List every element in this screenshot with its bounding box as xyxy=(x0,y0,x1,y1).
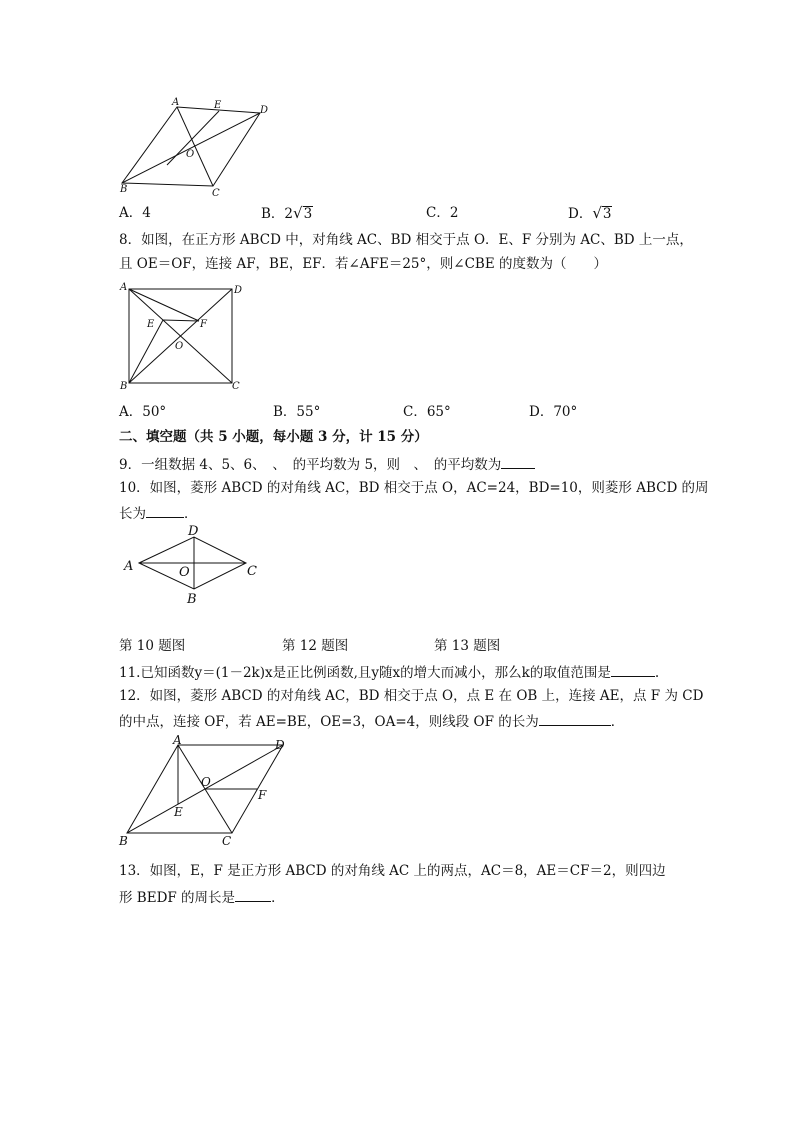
q10-label-d: D xyxy=(188,524,199,539)
q8-segment-af xyxy=(129,289,199,321)
q9-answer-blank[interactable] xyxy=(501,454,535,469)
q12-line-2 xyxy=(119,711,624,731)
q12-line-2-end: ． xyxy=(610,714,625,730)
q8-figure xyxy=(114,280,244,395)
q13-line-2-end: ． xyxy=(271,890,285,906)
q7-option-d-radicand: 3 xyxy=(602,206,612,222)
q12-label-b: B xyxy=(119,834,128,848)
q8-line-2: 且 OE＝OF，连接 AF，BE，EF．若∠AFE＝25°，则∠CBE 的度数为（ ） xyxy=(119,256,607,272)
q7-parallelogram xyxy=(122,107,260,186)
q8-option-a: A．50° xyxy=(119,404,167,420)
q7-option-d: D．√3 xyxy=(568,204,612,222)
q11-text xyxy=(119,662,659,682)
q12-label-a: A xyxy=(173,735,182,747)
caption-fig-10: 第 10 题图 xyxy=(119,638,186,654)
q8-segment-be xyxy=(129,320,163,383)
q8-label-b: B xyxy=(120,381,128,392)
section-2-heading: 二、填空题（共 5 小题，每小题 3 分，计 15 分） xyxy=(119,429,428,445)
q8-label-e: E xyxy=(147,319,155,330)
caption-fig-12: 第 12 题图 xyxy=(282,638,349,654)
q12-label-e: E xyxy=(174,805,183,819)
q12-answer-blank[interactable] xyxy=(539,711,611,726)
q10-label-o: O xyxy=(179,565,190,580)
q7-label-a: A xyxy=(172,97,180,108)
q12-label-c: C xyxy=(222,834,232,848)
q10-label-c: C xyxy=(247,564,257,579)
q10-answer-blank[interactable] xyxy=(146,503,184,518)
q7-label-e: E xyxy=(214,100,222,111)
q10-line-2-end: ． xyxy=(184,506,198,522)
caption-fig-13: 第 13 题图 xyxy=(434,638,501,654)
q7-diagonal-bd xyxy=(122,113,260,183)
q10-figure xyxy=(118,523,268,609)
q7-option-c: C．2 xyxy=(426,205,459,221)
q12-label-o: O xyxy=(201,775,211,789)
q8-segment-ef xyxy=(163,320,199,321)
q11-answer-blank[interactable] xyxy=(611,662,655,677)
q7-option-b: B．2√3 xyxy=(261,204,313,222)
q7-label-b: B xyxy=(120,184,128,195)
q11-end: . xyxy=(654,665,660,681)
q13-answer-blank[interactable] xyxy=(235,887,271,902)
q8-label-a: A xyxy=(120,282,128,293)
q7-option-a: A．4 xyxy=(119,205,151,221)
q10-line-1: 10．如图，菱形 ABCD 的对角线 AC，BD 相交于点 O，AC=24，BD=10，则菱形 ABCD 的周 xyxy=(119,480,709,496)
q7-option-b-prefix: B．2 xyxy=(261,206,294,222)
q8-label-c: C xyxy=(232,381,240,392)
q8-option-c: C．65° xyxy=(403,404,451,420)
q13-line-2-text: 形 BEDF 的周长是 xyxy=(119,890,236,906)
q7-label-d: D xyxy=(260,105,269,116)
q12-line-1: 12．如图，菱形 ABCD 的对角线 AC，BD 相交于点 O，点 E 在 OB 上，连接 AE，点 F 为 CD xyxy=(119,688,704,704)
q7-option-d-prefix: D． xyxy=(568,206,593,222)
q8-label-f: F xyxy=(200,319,207,330)
q9-text xyxy=(119,454,535,474)
q8-option-d: D．70° xyxy=(529,404,578,420)
q12-figure xyxy=(115,735,295,850)
q7-label-o: O xyxy=(186,149,195,160)
q10-line-2 xyxy=(119,503,198,523)
q12-line-2-text: 的中点，连接 OF，若 AE=BE，OE=3，OA=4，则线段 OF 的长为 xyxy=(119,714,539,730)
q9-question: 9．一组数据 4、5、6、 、 的平均数为 5，则 、 的平均数为 xyxy=(119,457,502,473)
q8-option-b: B．55° xyxy=(273,404,321,420)
q13-line-1: 13．如图，E，F 是正方形 ABCD 的对角线 AC 上的两点，AC＝8，AE＝CF＝2，则四边 xyxy=(119,863,666,879)
q8-label-o: O xyxy=(175,341,184,352)
q12-label-d: D xyxy=(275,738,285,752)
q7-label-c: C xyxy=(212,188,220,199)
q7-figure xyxy=(112,95,277,200)
q11-question: 11.已知函数y＝(1－2k)x是正比例函数,且y随x的增大而减小，那么k的取值范围是 xyxy=(119,665,611,681)
q10-line-2-text: 长为 xyxy=(119,506,146,522)
q13-line-2 xyxy=(119,887,285,907)
q8-line-1: 8．如图，在正方形 ABCD 中，对角线 AC、BD 相交于点 O．E、F 分别为 AC、BD 上一点， xyxy=(119,232,693,248)
q8-label-d: D xyxy=(234,285,243,296)
q12-label-f: F xyxy=(258,788,267,802)
q7-option-b-radicand: 3 xyxy=(303,206,313,222)
q10-label-a: A xyxy=(124,559,134,574)
q10-label-b: B xyxy=(187,592,197,607)
